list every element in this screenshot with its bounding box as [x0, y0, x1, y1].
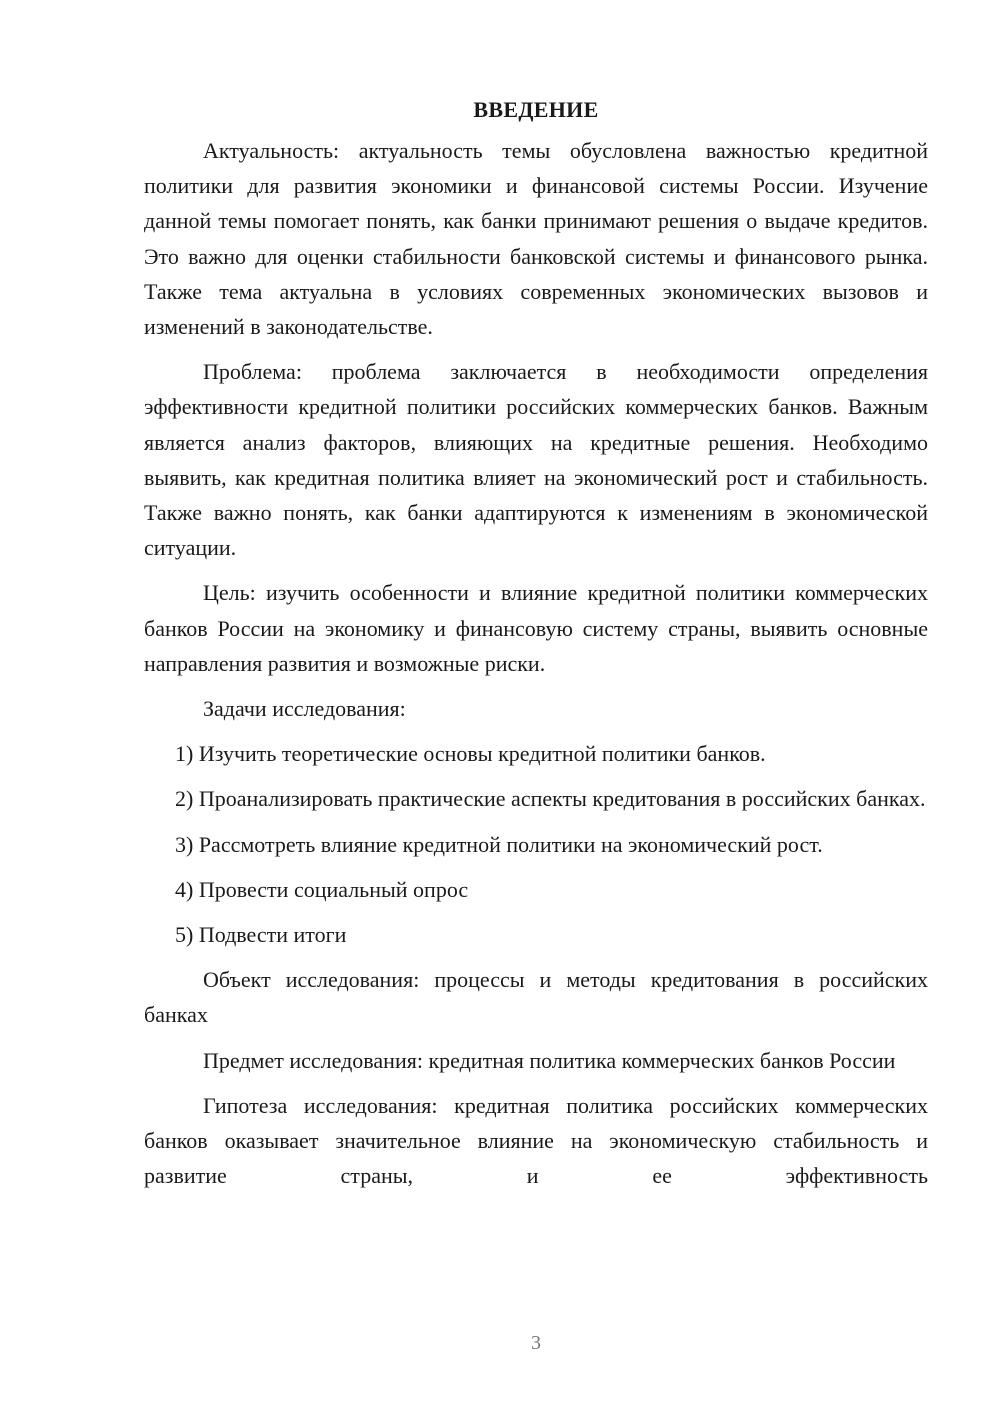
paragraph-hypothesis: Гипотеза исследования: кредитная политика российских коммерческих банков оказывает значительное влияние на экономическую стабильность и развитие страны, и ее эффективность: [144, 1092, 928, 1189]
list-item-task-4: 4) Провести социальный опрос: [175, 876, 469, 902]
section-title: ВВЕДЕНИЕ: [473, 97, 599, 122]
page-content: [144, 92, 928, 1193]
paragraph-goal: Цель: изучить особенности и влияние кредитной политики коммерческих банков России на экономику и финансовую систему страны, выявить основные направления развития и возможные риски.: [144, 580, 928, 676]
list-item-task-5: 5) Подвести итоги: [175, 922, 347, 948]
paragraph-problem: Проблема: проблема заключается в необходимости определения эффективности кредитной политики российских коммерческих банков. Важным является анализ факторов, влияющих на кредитные решения. Необходимо выявить, как кредитная политика влияет на экономический рост и стабильность. Также важно понять, как банки адаптируются к изменениям в экономической ситуации.: [144, 359, 928, 561]
list-item-task-2: 2) Проанализировать практические аспекты кредитования в российских банках.: [175, 786, 926, 812]
list-item-task-1: 1) Изучить теоретические основы кредитной политики банков.: [175, 741, 766, 767]
page-number: 3: [531, 1332, 541, 1354]
paragraph-relevance: Актуальность: актуальность темы обусловлена важностью кредитной политики для развития экономики и финансовой системы России. Изучение данной темы помогает понять, как банки принимают решения о выдаче кредитов. Это важно для оценки стабильности банковской системы и финансового рынка. Также тема актуальна в условиях современных экономических вызовов и изменений в законодательстве.: [144, 138, 928, 340]
paragraph-subject: Предмет исследования: кредитная политика коммерческих банков России: [203, 1047, 896, 1073]
paragraph-tasks-heading: Задачи исследования:: [203, 696, 406, 722]
list-item-task-3: 3) Рассмотреть влияние кредитной политики на экономический рост.: [175, 831, 823, 857]
paragraph-object: Объект исследования: процессы и методы кредитования в российских банках: [144, 967, 928, 1028]
